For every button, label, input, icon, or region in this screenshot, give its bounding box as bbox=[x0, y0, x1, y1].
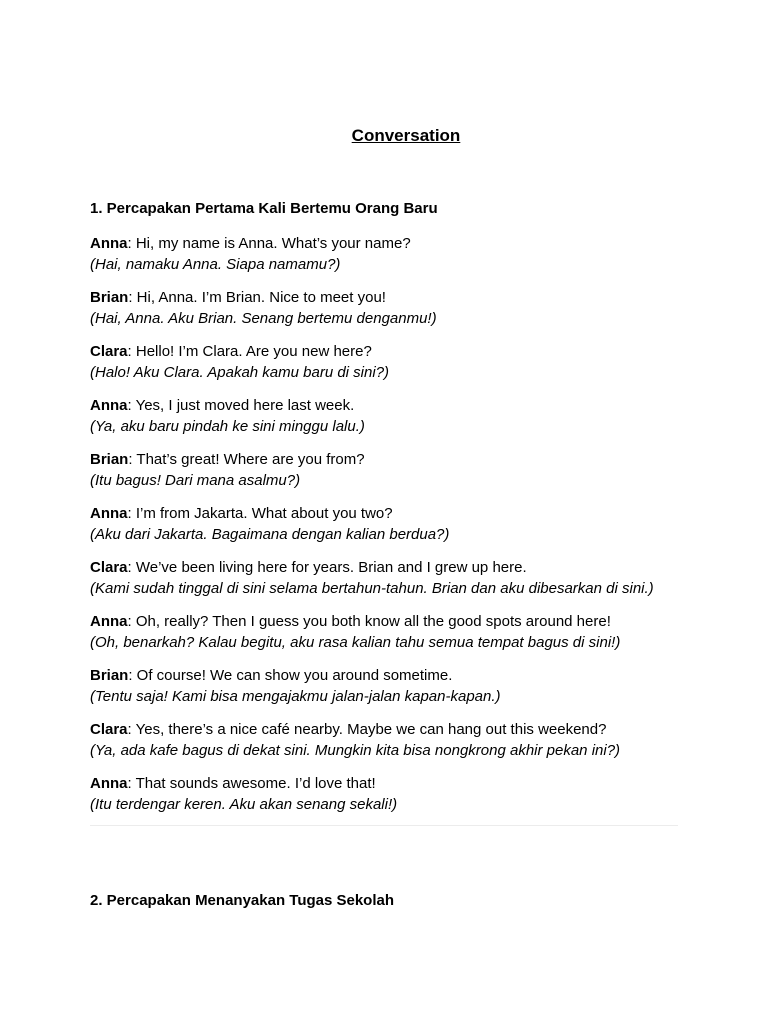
indonesian-translation: (Tentu saja! Kami bisa mengajakmu jalan-jalan kapan-kapan.) bbox=[90, 688, 501, 705]
document-title: Conversation bbox=[351, 126, 461, 145]
dialogue-line bbox=[90, 503, 690, 557]
speaker-name: Anna bbox=[90, 235, 128, 252]
speaker-name: Anna bbox=[90, 775, 128, 792]
english-text: : That’s great! Where are you from? bbox=[128, 451, 365, 468]
english-text: : I’m from Jakarta. What about you two? bbox=[127, 505, 393, 522]
english-text: : Yes, there’s a nice café nearby. Maybe we can hang out this weekend? bbox=[127, 721, 607, 738]
indonesian-translation: (Ya, aku baru pindah ke sini minggu lalu.) bbox=[90, 418, 365, 435]
indonesian-translation: (Hai, Anna. Aku Brian. Senang bertemu denganmu!) bbox=[90, 310, 437, 327]
indonesian-translation: (Kami sudah tinggal di sini selama bertahun-tahun. Brian dan aku dibesarkan di sini.) bbox=[90, 580, 654, 597]
dialogue-line bbox=[90, 287, 690, 341]
section-divider bbox=[90, 825, 678, 826]
conversation-dialogue bbox=[90, 233, 690, 827]
english-text: : That sounds awesome. I’d love that! bbox=[127, 775, 376, 792]
speaker-name: Clara bbox=[90, 343, 128, 360]
section-heading-1: 1. Percapakan Pertama Kali Bertemu Orang Baru bbox=[90, 200, 438, 217]
english-text: : Yes, I just moved here last week. bbox=[127, 397, 355, 414]
dialogue-line bbox=[90, 773, 690, 827]
dialogue-line bbox=[90, 233, 690, 287]
speaker-name: Brian bbox=[90, 289, 129, 306]
indonesian-translation: (Aku dari Jakarta. Bagaimana dengan kalian berdua?) bbox=[90, 526, 450, 543]
indonesian-translation: (Halo! Aku Clara. Apakah kamu baru di sini?) bbox=[90, 364, 390, 381]
dialogue-line bbox=[90, 719, 690, 773]
speaker-name: Anna bbox=[90, 397, 128, 414]
speaker-name: Clara bbox=[90, 559, 128, 576]
speaker-name: Clara bbox=[90, 721, 128, 738]
english-line bbox=[90, 611, 690, 632]
speaker-name: Brian bbox=[90, 667, 129, 684]
english-text: : We’ve been living here for years. Brian and I grew up here. bbox=[127, 559, 527, 576]
speaker-name: Anna bbox=[90, 613, 128, 630]
english-line bbox=[90, 449, 690, 470]
section-heading-2: 2. Percapakan Menanyakan Tugas Sekolah bbox=[90, 892, 395, 909]
english-line bbox=[90, 341, 690, 362]
indonesian-translation: (Oh, benarkah? Kalau begitu, aku rasa kalian tahu semua tempat bagus di sini!) bbox=[90, 634, 621, 651]
dialogue-line bbox=[90, 341, 690, 395]
english-line bbox=[90, 287, 690, 308]
english-line bbox=[90, 503, 690, 524]
indonesian-translation: (Itu bagus! Dari mana asalmu?) bbox=[90, 472, 301, 489]
dialogue-line bbox=[90, 665, 690, 719]
english-text: : Hello! I’m Clara. Are you new here? bbox=[127, 343, 372, 360]
english-line bbox=[90, 665, 690, 686]
indonesian-translation: (Itu terdengar keren. Aku akan senang sekali!) bbox=[90, 796, 398, 813]
english-text: : Oh, really? Then I guess you both know all the good spots around here! bbox=[127, 613, 611, 630]
english-line bbox=[90, 233, 690, 254]
speaker-name: Anna bbox=[90, 505, 128, 522]
english-text: : Hi, my name is Anna. What’s your name? bbox=[127, 235, 411, 252]
dialogue-line bbox=[90, 395, 690, 449]
dialogue-line bbox=[90, 611, 690, 665]
indonesian-translation: (Hai, namaku Anna. Siapa namamu?) bbox=[90, 256, 341, 273]
speaker-name: Brian bbox=[90, 451, 129, 468]
english-line bbox=[90, 557, 690, 578]
english-line bbox=[90, 395, 690, 416]
english-text: : Of course! We can show you around sometime. bbox=[128, 667, 453, 684]
english-line bbox=[90, 719, 690, 740]
dialogue-line bbox=[90, 557, 690, 611]
english-line bbox=[90, 773, 690, 794]
indonesian-translation: (Ya, ada kafe bagus di dekat sini. Mungkin kita bisa nongkrong akhir pekan ini?) bbox=[90, 742, 621, 759]
dialogue-line bbox=[90, 449, 690, 503]
english-text: : Hi, Anna. I’m Brian. Nice to meet you! bbox=[128, 289, 386, 306]
